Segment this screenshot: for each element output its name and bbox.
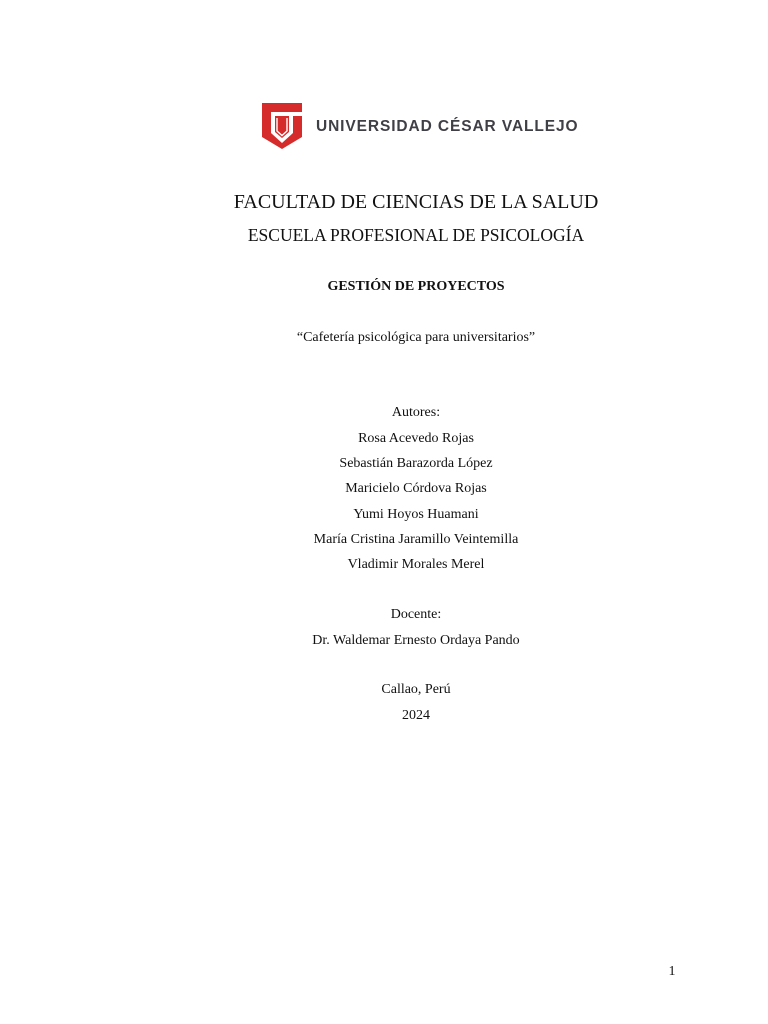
authors-label: Autores: [391, 405, 441, 420]
university-logo [260, 102, 579, 150]
teacher-name: Dr. Waldemar Ernesto Ordaya Pando [312, 633, 520, 648]
author-name: Maricielo Córdova Rojas [345, 481, 487, 496]
faculty-heading: FACULTAD DE CIENCIAS DE LA SALUD [233, 191, 599, 213]
university-name: UNIVERSIDAD CÉSAR VALLEJO [316, 118, 579, 135]
author-name: María Cristina Jaramillo Veintemilla [313, 532, 519, 547]
university-shield-icon [260, 102, 304, 150]
year: 2024 [402, 708, 430, 723]
author-name: Rosa Acevedo Rojas [358, 431, 474, 446]
author-name: Sebastián Barazorda López [339, 456, 493, 471]
teacher-label: Docente: [390, 607, 442, 622]
project-title: “Cafetería psicológica para universitarios” [296, 330, 536, 345]
author-name: Yumi Hoyos Huamani [353, 507, 479, 522]
author-name: Vladimir Morales Merel [347, 557, 485, 572]
course-title: GESTIÓN DE PROYECTOS [327, 279, 505, 294]
school-heading: ESCUELA PROFESIONAL DE PSICOLOGÍA [247, 225, 585, 245]
location: Callao, Perú [381, 682, 451, 697]
page-number: 1 [668, 964, 676, 979]
